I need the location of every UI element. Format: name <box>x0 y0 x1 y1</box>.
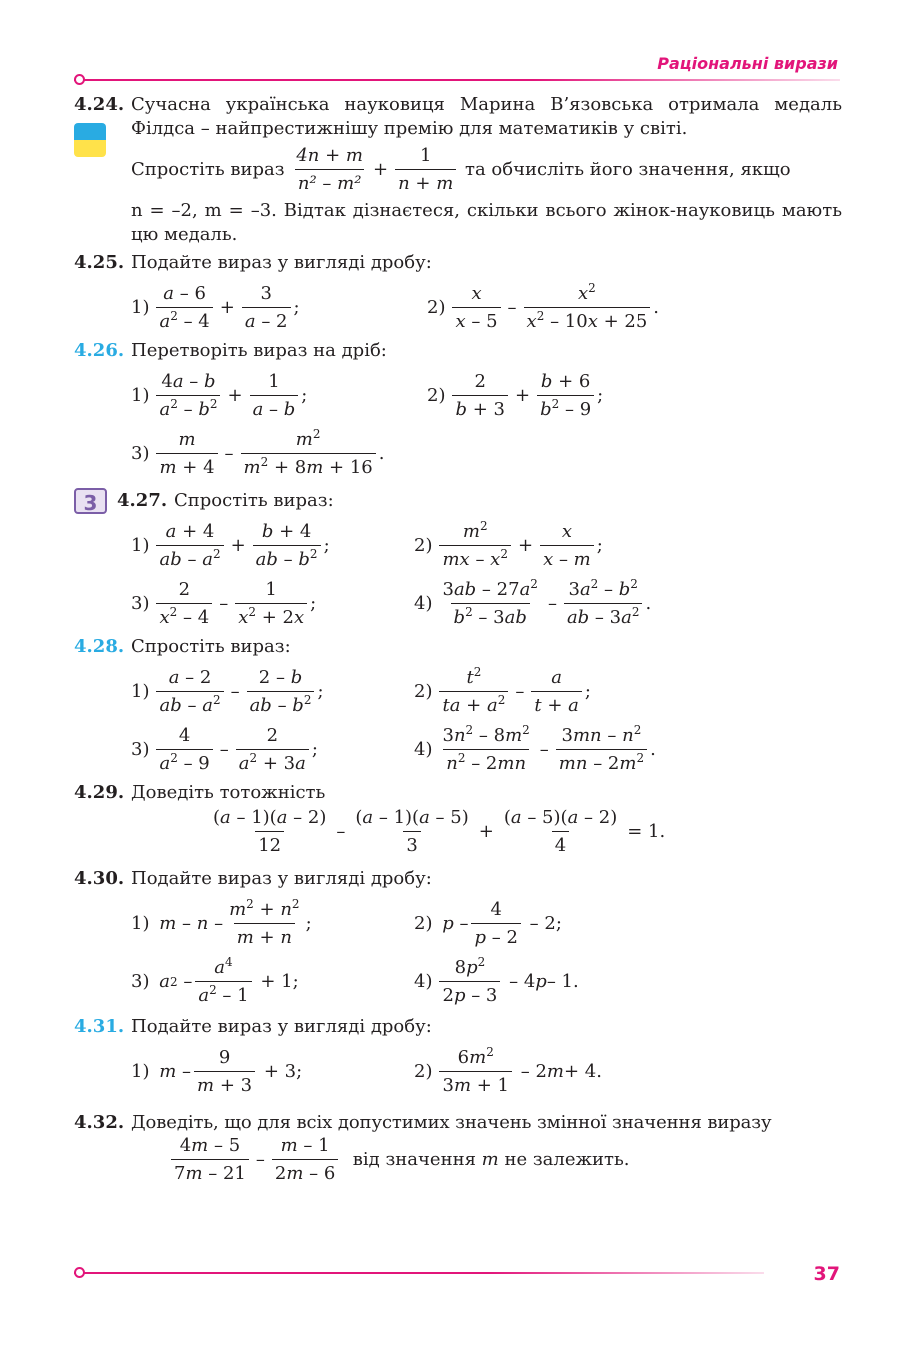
problem-4-25 <box>74 251 842 333</box>
exercise-4: 4) $\frac{3ab - 27a^2}{b^2 - 3ab}$ – $\frac{3a^2 - b^2}{ab - 3a^2}$ . <box>414 577 652 628</box>
problem-number: 4.25. <box>74 252 125 273</box>
exercise-2: 2) $\frac{6m^2}{3m + 1}$ – 2 m + 4. <box>414 1045 602 1096</box>
problem-4-32 <box>74 1111 842 1185</box>
problem-4-24: 4.24. Сучасна українська науковиця Марина В’язовська отримала медаль Філдса – найпрестижнішу премію для математиків у світі. Спростіть вираз $\frac{4n + m}{\text{n² – m²}}$ + $\frac{1}{n + m}$ та обчисліть його значення, якщо n = –2, m = –3. Відтак дізнаєтеся, скільки всього жінок-науковиць мають цю медаль. <box>74 94 842 245</box>
problem-4-29 <box>74 781 842 857</box>
exercise-2: 2) $\frac{2}{b + 3}$ + $\frac{b + 6}{b^2 - 9}$ ; <box>427 371 604 420</box>
exercise-2: 2) p – $\frac{4}{p - 2}$ – 2; <box>414 899 562 948</box>
problem-text-after: та обчисліть його значення, якщо <box>465 159 791 180</box>
fraction: $\frac{4n + m}{\text{n² – m²}}$ <box>296 145 363 194</box>
problem-4-26 <box>74 339 842 479</box>
page-number: 37 <box>813 1263 840 1285</box>
exercise-3: 3) $\frac{2}{x^2 - 4}$ – $\frac{1}{x^2 + 2x}$ ; <box>131 579 317 628</box>
problem-text: Спростіть вираз: <box>174 490 334 511</box>
header-rule-dot <box>74 74 85 85</box>
problem-text: Перетворіть вираз на дріб: <box>131 340 387 361</box>
problem-text: Подайте вираз у вигляді дробу: <box>131 868 432 889</box>
level-3-badge-icon: 3 <box>74 488 107 514</box>
ukraine-flag-icon <box>74 123 106 157</box>
problem-4-27 <box>74 489 842 629</box>
problem-text: Сучасна українська науковиця Марина В’язовська отримала медаль Філдса – найпрестижнішу премію для математиків у світі. <box>131 94 842 139</box>
exercise-3: 3) a 2 – $\frac{a^4}{a^2 - 1}$ + 1; <box>131 955 299 1006</box>
problem-text: Спростіть вираз: <box>131 636 291 657</box>
exercise-3: 3) $\frac{4}{a^2 - 9}$ – $\frac{2}{a^2 + 3a}$ ; <box>131 725 318 774</box>
exercise-4: 4) $\frac{3n^2 - 8m^2}{n^2 - 2mn}$ – $\frac{3mn - n^2}{mn - 2m^2}$ . <box>414 723 656 774</box>
problem-text: Доведіть, що для всіх допустимих значень змінної значення виразу <box>131 1112 772 1133</box>
problem-4-31 <box>74 1015 842 1097</box>
exercise-1: 1) m – $\frac{9}{m + 3}$ + 3; <box>131 1047 303 1096</box>
problem-number: 4.24. <box>74 94 125 115</box>
problem-4-30 <box>74 867 842 1007</box>
exercise-1: 1) $\frac{a - 6}{a^2 - 4}$ + $\frac{3}{a - 2}$ ; <box>131 283 300 332</box>
problem-number: 4.32. <box>74 1112 125 1133</box>
exercise-1: 1) m – n – $\frac{m^2 + n^2}{m + n}$ ; <box>131 897 312 948</box>
page-content <box>74 93 842 1185</box>
footer-rule <box>74 1272 764 1274</box>
simplify-label: Спростіть вираз <box>131 159 285 180</box>
header-rule <box>74 79 840 81</box>
problem-number: 4.29. <box>74 782 125 803</box>
exercise-1: 1) $\frac{a - 2}{ab - a^2}$ – $\frac{2 - b}{ab - b^2}$ ; <box>131 667 324 716</box>
problem-number: 4.30. <box>74 868 125 889</box>
exercise-2: 2) $\frac{x}{x - 5}$ – $\frac{x^2}{x^2 - 10x + 25}$ . <box>427 281 660 332</box>
problem-text: Подайте вираз у вигляді дробу: <box>131 1016 432 1037</box>
problem-expression: $\frac{4m - 5}{7m - 21}$ – $\frac{m - 1}{2m - 6}$ від значення m не залежить. <box>131 1113 842 1185</box>
problem-4-28 <box>74 635 842 775</box>
problem-number: 4.31. <box>74 1016 125 1037</box>
problem-text: Доведіть тотожність <box>131 782 326 803</box>
footer-rule-dot <box>74 1267 85 1278</box>
exercise-1: 1) $\frac{a + 4}{ab - a^2}$ + $\frac{b + 4}{ab - b^2}$ ; <box>131 521 330 570</box>
identity-expression: $\frac{(a - 1)(a - 2)}{12}$ – $\frac{(a - 1)(a - 5)}{3}$ + $\frac{(a - 5)(a - 2)}{4}$ = 1. <box>213 807 666 856</box>
problem-text-2: n = –2, m = –3. Відтак дізнаєтеся, скільки всього жінок-науковиць мають цю медаль. <box>131 200 842 245</box>
exercise-2: 2) $\frac{m^2}{mx - x^2}$ + $\frac{x}{x - m}$ ; <box>414 519 603 570</box>
fraction: $\frac{1}{n + m}$ <box>395 145 456 195</box>
problem-text: Подайте вираз у вигляді дробу: <box>131 252 432 273</box>
exercise-4: 4) $\frac{8p^2}{2p - 3}$ – 4 p – 1. <box>414 955 579 1006</box>
problem-number: 4.28. <box>74 636 125 657</box>
problem-number: 4.26. <box>74 340 125 361</box>
exercise-1: 1) $\frac{4a - b}{a^2 - b^2}$ + $\frac{1}{a - b}$ ; <box>131 371 308 420</box>
header-title: Раціональні вирази <box>657 54 838 73</box>
exercise-2: 2) $\frac{t^2}{ta + a^2}$ – $\frac{a}{t + a}$ ; <box>414 665 591 716</box>
problem-number: 4.27. <box>117 490 168 511</box>
exercise-3: 3) $\frac{m}{m + 4}$ – $\frac{m^2}{m^2 + 8m + 16}$ . <box>131 427 385 478</box>
